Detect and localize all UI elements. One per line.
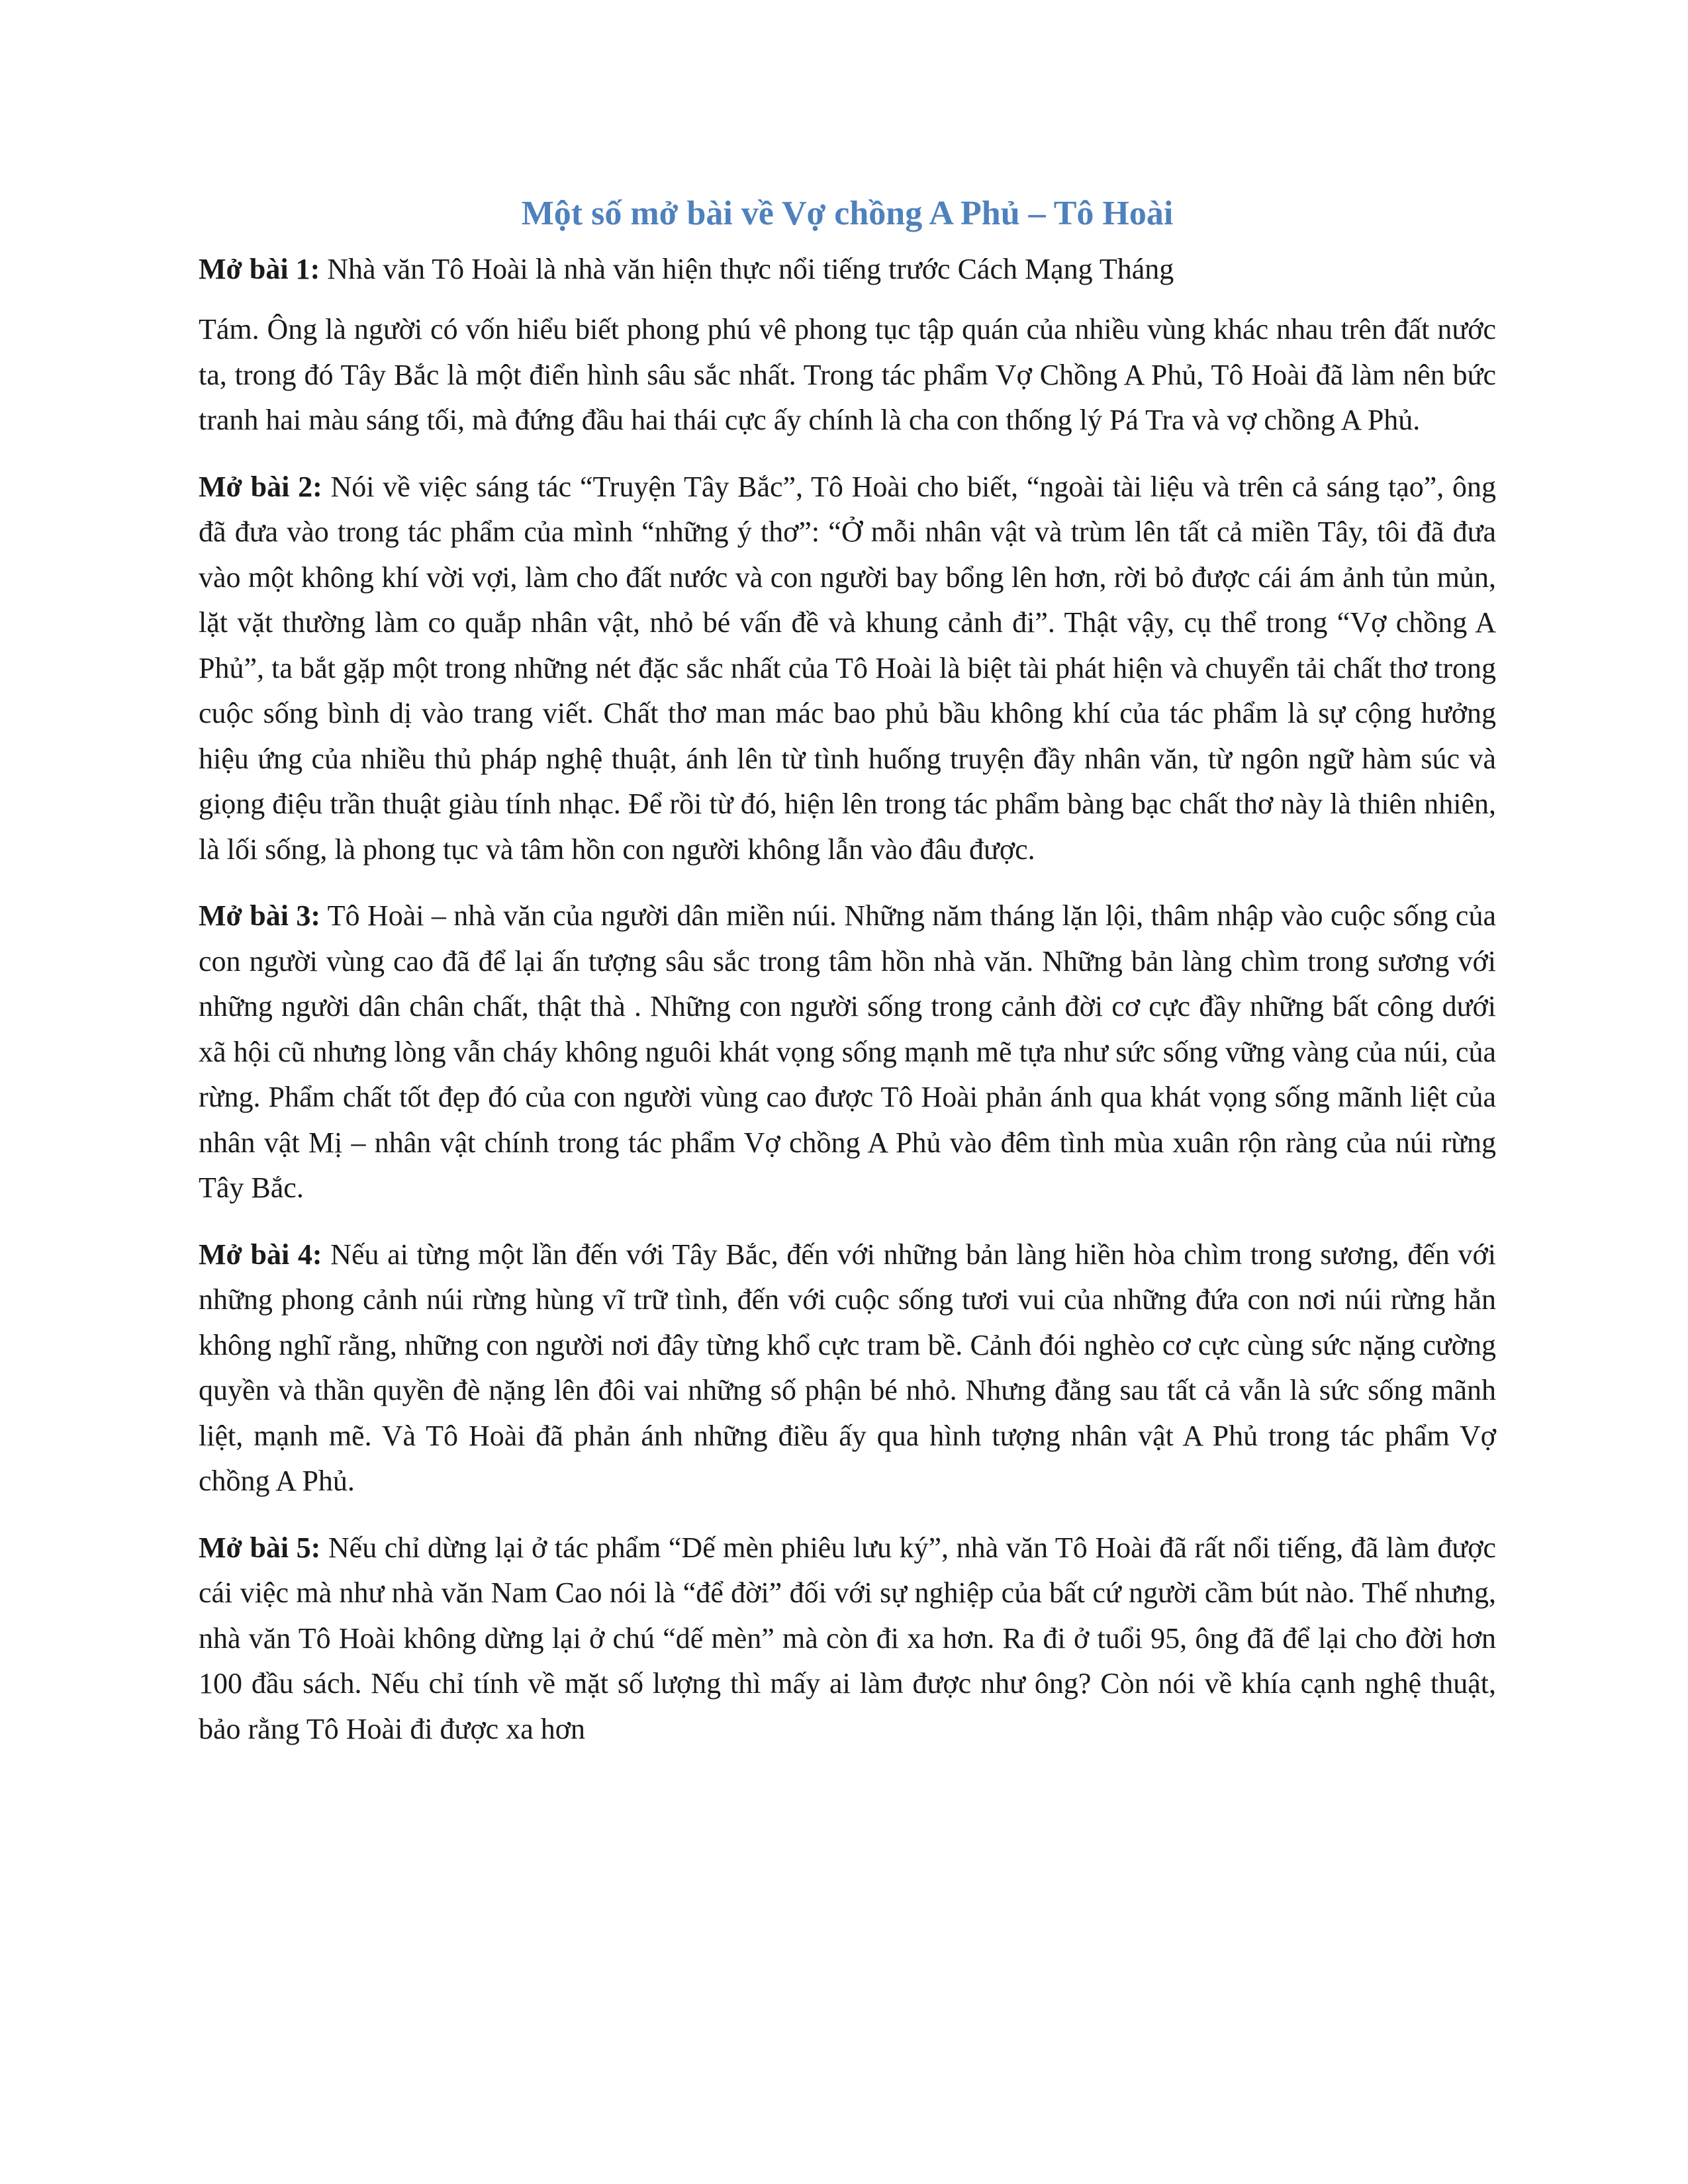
- intro-1-first-line-text: Nhà văn Tô Hoài là nhà văn hiện thực nổi tiếng trước Cách Mạng Tháng: [320, 253, 1174, 285]
- intro-5-label: Mở bài 5:: [199, 1531, 321, 1564]
- intro-1-label: Mở bài 1:: [199, 253, 320, 285]
- document-page: [199, 192, 1496, 1773]
- intro-4-label: Mở bài 4:: [199, 1238, 322, 1271]
- intro-2-label: Mở bài 2:: [199, 470, 322, 503]
- intro-3-paragraph: [199, 893, 1496, 1211]
- intro-5-paragraph: [199, 1525, 1496, 1752]
- intro-4-paragraph: [199, 1232, 1496, 1504]
- intro-2-paragraph: [199, 465, 1496, 873]
- intro-3-text: Tô Hoài – nhà văn của người dân miền núi. Những năm tháng lặn lội, thâm nhập vào cuộc sống của con người vùng cao đã để lại ấn tượng sâu sắc trong tâm hồn nhà văn. Những bản làng chìm trong sương với những người dân chân chất, thật thà . Những con người sống trong cảnh đời cơ cực đầy những bất công dưới xã hội cũ nhưng lòng vẫn cháy không nguôi khát vọng sống mạnh mẽ tựa như sức sống vững vàng của núi, của rừng. Phẩm chất tốt đẹp đó của con người vùng cao được Tô Hoài phản ánh qua khát vọng sống mãnh liệt của nhân vật Mị – nhân vật chính trong tác phẩm Vợ chồng A Phủ vào đêm tình mùa xuân rộn ràng của núi rừng Tây Bắc.: [199, 899, 1496, 1204]
- intro-2-text: Nói về việc sáng tác “Truyện Tây Bắc”, Tô Hoài cho biết, “ngoài tài liệu và trên cả sáng tạo”, ông đã đưa vào trong tác phẩm của mình “những ý thơ”: “Ở mỗi nhân vật và trùm lên tất cả miền Tây, tôi đã đưa vào một không khí vời vợi, làm cho đất nước và con người bay bổng lên hơn, rời bỏ được cái ám ảnh tủn mủn, lặt vặt thường làm co quắp nhân vật, nhỏ bé vấn đề và khung cảnh đi”. Thật vậy, cụ thể trong “Vợ chồng A Phủ”, ta bắt gặp một trong những nét đặc sắc nhất của Tô Hoài là biệt tài phát hiện và chuyển tải chất thơ trong cuộc sống bình dị vào trang viết. Chất thơ man mác bao phủ bầu không khí của tác phẩm là sự cộng hưởng hiệu ứng của nhiều thủ pháp nghệ thuật, ánh lên từ tình huống truyện đầy nhân văn, từ ngôn ngữ hàm súc và giọng điệu trần thuật giàu tính nhạc. Để rồi từ đó, hiện lên trong tác phẩm bàng bạc chất thơ này là thiên nhiên, là lối sống, là phong tục và tâm hồn con người không lẫn vào đâu được.: [199, 470, 1496, 866]
- intro-1-paragraph: Tám. Ông là người có vốn hiểu biết phong phú vê phong tục tập quán của nhiều vùng khác nhau trên đất nước ta, trong đó Tây Bắc là một điển hình sâu sắc nhất. Trong tác phẩm Vợ Chồng A Phủ, Tô Hoài đã làm nên bức tranh hai màu sáng tối, mà đứng đầu hai thái cực ấy chính là cha con thống lý Pá Tra và vợ chồng A Phủ.: [199, 313, 1496, 436]
- intro-1-first-line: [199, 248, 1496, 291]
- document-title: Một số mở bài về Vợ chồng A Phủ – Tô Hoài: [521, 195, 1174, 232]
- intro-5-text: Nếu chỉ dừng lại ở tác phẩm “Dế mèn phiêu lưu ký”, nhà văn Tô Hoài đã rất nổi tiếng, đã làm được cái việc mà như nhà văn Nam Cao nói là “để đời” đối với sự nghiệp của bất cứ người cầm bút nào. Thế nhưng, nhà văn Tô Hoài không dừng lại ở chú “dế mèn” mà còn đi xa hơn. Ra đi ở tuổi 95, ông đã để lại cho đời hơn 100 đầu sách. Nếu chỉ tính về mặt số lượng thì mấy ai làm được như ông? Còn nói về khía cạnh nghệ thuật, bảo rằng Tô Hoài đi được xa hơn: [199, 1531, 1497, 1745]
- intro-3-label: Mở bài 3:: [199, 899, 321, 932]
- intro-4-text: Nếu ai từng một lần đến với Tây Bắc, đến với những bản làng hiền hòa chìm trong sương, đến với những phong cảnh núi rừng hùng vĩ trữ tình, đến với cuộc sống tươi vui của những đứa con nơi núi rừng hẳn không nghĩ rằng, những con người nơi đây từng khổ cực tram bề. Cảnh đói nghèo cơ cực cùng sức nặng cường quyền và thần quyền đè nặng lên đôi vai những số phận bé nhỏ. Nhưng đằng sau tất cả vẫn là sức sống mãnh liệt, mạnh mẽ. Và Tô Hoài đã phản ánh những điều ấy qua hình tượng nhân vật A Phủ trong tác phẩm Vợ chồng A Phủ.: [199, 1238, 1496, 1497]
